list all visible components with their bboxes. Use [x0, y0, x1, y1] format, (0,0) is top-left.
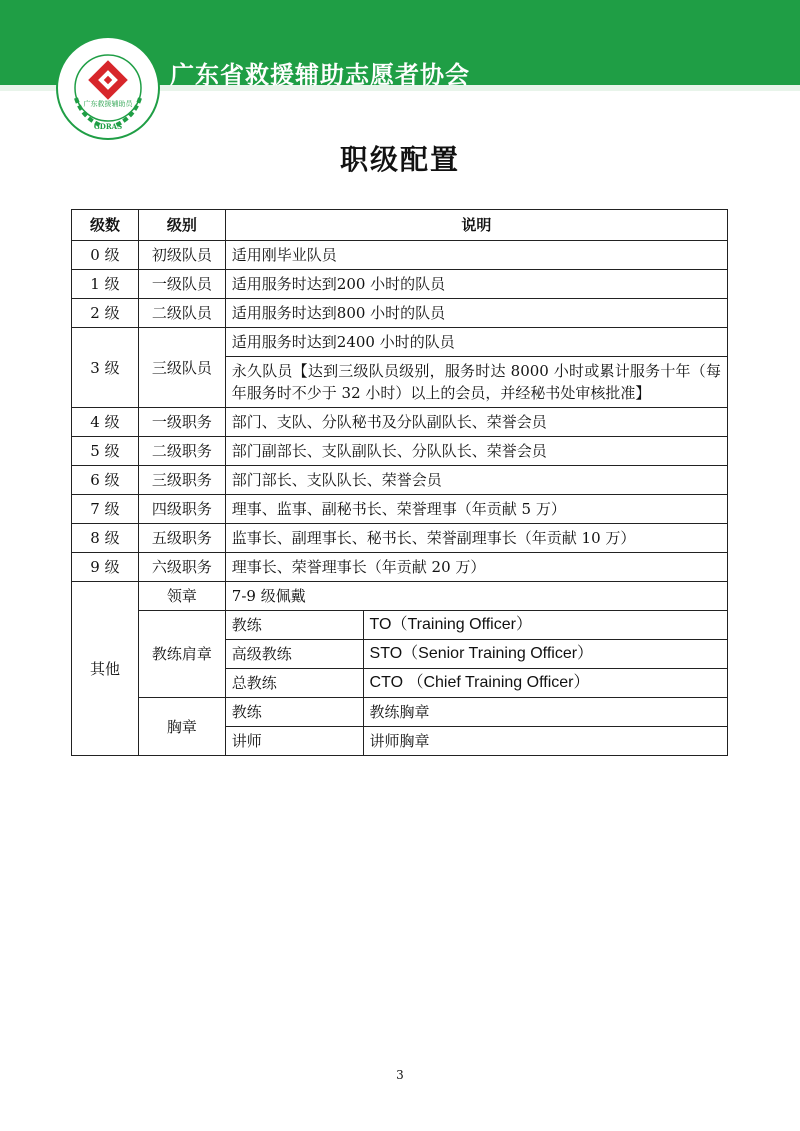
shoulder-role: 总教练: [225, 669, 363, 698]
rank-table: [71, 209, 728, 756]
logo-inner-text: 广东救援辅助员: [83, 100, 133, 108]
table-row: [72, 524, 728, 553]
desc-cell: 适用服务时达到200 小时的队员: [225, 270, 727, 299]
header-level: 级数: [72, 210, 139, 241]
table-row: [72, 241, 728, 270]
level-cell: 3 级: [72, 328, 139, 408]
header-desc: 说明: [225, 210, 727, 241]
level-cell: 6 级: [72, 466, 139, 495]
desc-cell: 部门部长、支队队长、荣誉会员: [225, 466, 727, 495]
shoulder-label: 教练肩章: [138, 611, 225, 698]
rank-cell: 初级队员: [138, 241, 225, 270]
table-row: [72, 611, 728, 640]
rank-cell: 四级职务: [138, 495, 225, 524]
shoulder-title: TO（Training Officer）: [363, 611, 727, 640]
badge-role: 教练: [225, 698, 363, 727]
rank-cell: 三级队员: [138, 328, 225, 408]
level-cell: 4 级: [72, 408, 139, 437]
table-row: [72, 437, 728, 466]
gdras-emblem-icon: [56, 36, 160, 140]
shoulder-title: STO（Senior Training Officer）: [363, 640, 727, 669]
collar-label: 领章: [138, 582, 225, 611]
logo-abbr: GDRAS: [93, 122, 123, 131]
page-title: 职级配置: [339, 143, 460, 176]
badge-label: 胸章: [138, 698, 225, 756]
desc-cell: 监事长、副理事长、秘书长、荣誉副理事长（年贡献 10 万）: [225, 524, 727, 553]
table-row: [72, 698, 728, 727]
shoulder-role: 教练: [225, 611, 363, 640]
rank-cell: 五级职务: [138, 524, 225, 553]
level-cell: 1 级: [72, 270, 139, 299]
badge-title: 讲师胸章: [363, 727, 727, 756]
rank-cell: 三级职务: [138, 466, 225, 495]
badge-role: 讲师: [225, 727, 363, 756]
level-cell: 2 级: [72, 299, 139, 328]
shoulder-title: CTO （Chief Training Officer）: [363, 669, 727, 698]
header-rank: 级别: [138, 210, 225, 241]
level-cell: 5 级: [72, 437, 139, 466]
level-cell: 8 级: [72, 524, 139, 553]
org-name: 广东省救援辅助志愿者协会: [170, 61, 470, 89]
table-row: [72, 270, 728, 299]
desc-cell: 部门、支队、分队秘书及分队副队长、荣誉会员: [225, 408, 727, 437]
desc-cell: 理事长、荣誉理事长（年贡献 20 万）: [225, 553, 727, 582]
level-cell: 0 级: [72, 241, 139, 270]
desc-cell: 理事、监事、副秘书长、荣誉理事（年贡献 5 万）: [225, 495, 727, 524]
level-cell: 9 级: [72, 553, 139, 582]
desc-cell: 适用服务时达到2400 小时的队员: [225, 328, 727, 357]
badge-title: 教练胸章: [363, 698, 727, 727]
level-cell: 7 级: [72, 495, 139, 524]
table-row: [72, 553, 728, 582]
desc-cell: 适用服务时达到800 小时的队员: [225, 299, 727, 328]
rank-cell: 六级职务: [138, 553, 225, 582]
desc-cell: 部门副部长、支队副队长、分队队长、荣誉会员: [225, 437, 727, 466]
table-row: [72, 466, 728, 495]
rank-cell: 二级职务: [138, 437, 225, 466]
table-header-row: [72, 210, 728, 241]
desc-cell-permanent: 永久队员【达到三级队员级别，服务时达 8000 小时或累计服务十年（每年服务时不少于 32 小时）以上的会员，并经秘书处审核批准】: [225, 357, 727, 408]
rank-cell: 一级队员: [138, 270, 225, 299]
table-row: [72, 408, 728, 437]
table-row: [72, 582, 728, 611]
other-label: 其他: [72, 582, 139, 756]
page-number: 3: [396, 1068, 404, 1082]
table-row: [72, 299, 728, 328]
collar-value: 7-9 级佩戴: [225, 582, 727, 611]
shoulder-role: 高级教练: [225, 640, 363, 669]
desc-cell: 适用刚毕业队员: [225, 241, 727, 270]
rank-cell: 二级队员: [138, 299, 225, 328]
table-row: [72, 328, 728, 357]
rank-cell: 一级职务: [138, 408, 225, 437]
table-row: [72, 495, 728, 524]
